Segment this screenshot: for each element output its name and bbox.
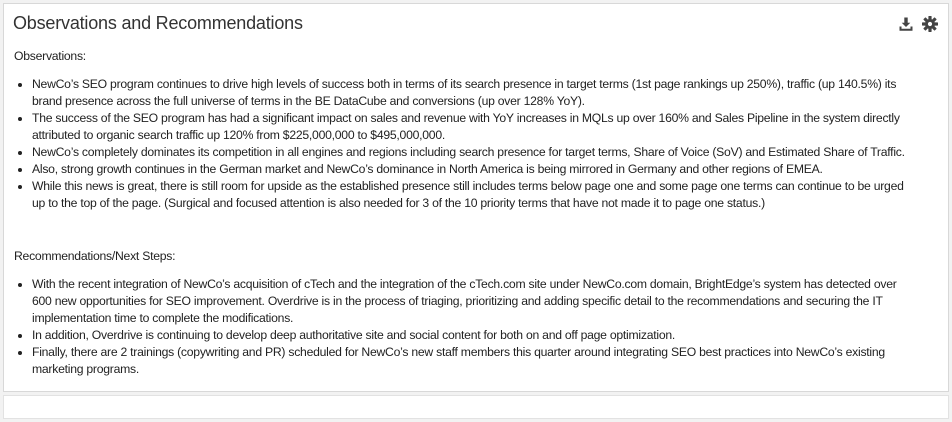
list-item: • With the recent integration of NewCo’s acquisition of cTech and the integration of the cTech.com site under NewCo.com domain, BrightEdge’s system has detected over 600 new opportunities for SEO improvement. Overdrive is in the process of triaging, prioritizing and adding specific detail to the recommendations and securing the IT implementation time to complete the modifications.	[32, 276, 918, 327]
panel-header	[4, 4, 948, 42]
section-spacer	[14, 212, 918, 248]
list-item: • NewCo’s SEO program continues to drive high levels of success both in terms of its search presence in target terms (1st page rankings up 250%), traffic (up 140.5%) its brand presence across the full universe of terms in the BE DataCube and conversions (up over 128% YoY).	[32, 76, 918, 110]
list-item: • NewCo’s completely dominates its competition in all engines and regions including search presence for target terms, Share of Voice (SoV) and Estimated Share of Traffic.	[32, 144, 918, 161]
panel-content	[14, 48, 918, 378]
panel-title: Observations and Recommendations	[13, 13, 303, 33]
list-item: • Also, strong growth continues in the German market and NewCo’s dominance in North America is being mirrored in Germany and other regions of EMEA.	[32, 161, 918, 178]
panel-tools	[898, 16, 938, 32]
next-panel-edge	[3, 395, 949, 419]
list-item: • While this news is great, there is still room for upside as the established presence still includes terms below page one and some page one terms can continue to be urged up to the top of the page. (Surgical and focused attention is also needed for 3 of the 10 priority terms that have not made it to page one status.)	[32, 178, 918, 212]
list-item: • Finally, there are 2 trainings (copywriting and PR) scheduled for NewCo’s new staff members this quarter around integrating SEO best practices into NewCo’s existing marketing programs.	[32, 344, 918, 378]
recommendations-list	[14, 276, 918, 378]
recommendations-heading: Recommendations/Next Steps:	[14, 249, 176, 263]
observations-heading: Observations:	[14, 49, 86, 63]
list-item: • In addition, Overdrive is continuing to develop deep authoritative site and social content for both on and off page optimization.	[32, 327, 918, 344]
gear-icon[interactable]	[922, 16, 938, 32]
observations-list	[14, 76, 918, 212]
observations-panel	[3, 3, 949, 392]
download-icon[interactable]	[898, 16, 914, 32]
list-item: • The success of the SEO program has had a significant impact on sales and revenue with YoY increases in MQLs up over 160% and Sales Pipeline in the system directly attributed to organic search traffic up 120% from $225,000,000 to $495,000,000.	[32, 110, 918, 144]
